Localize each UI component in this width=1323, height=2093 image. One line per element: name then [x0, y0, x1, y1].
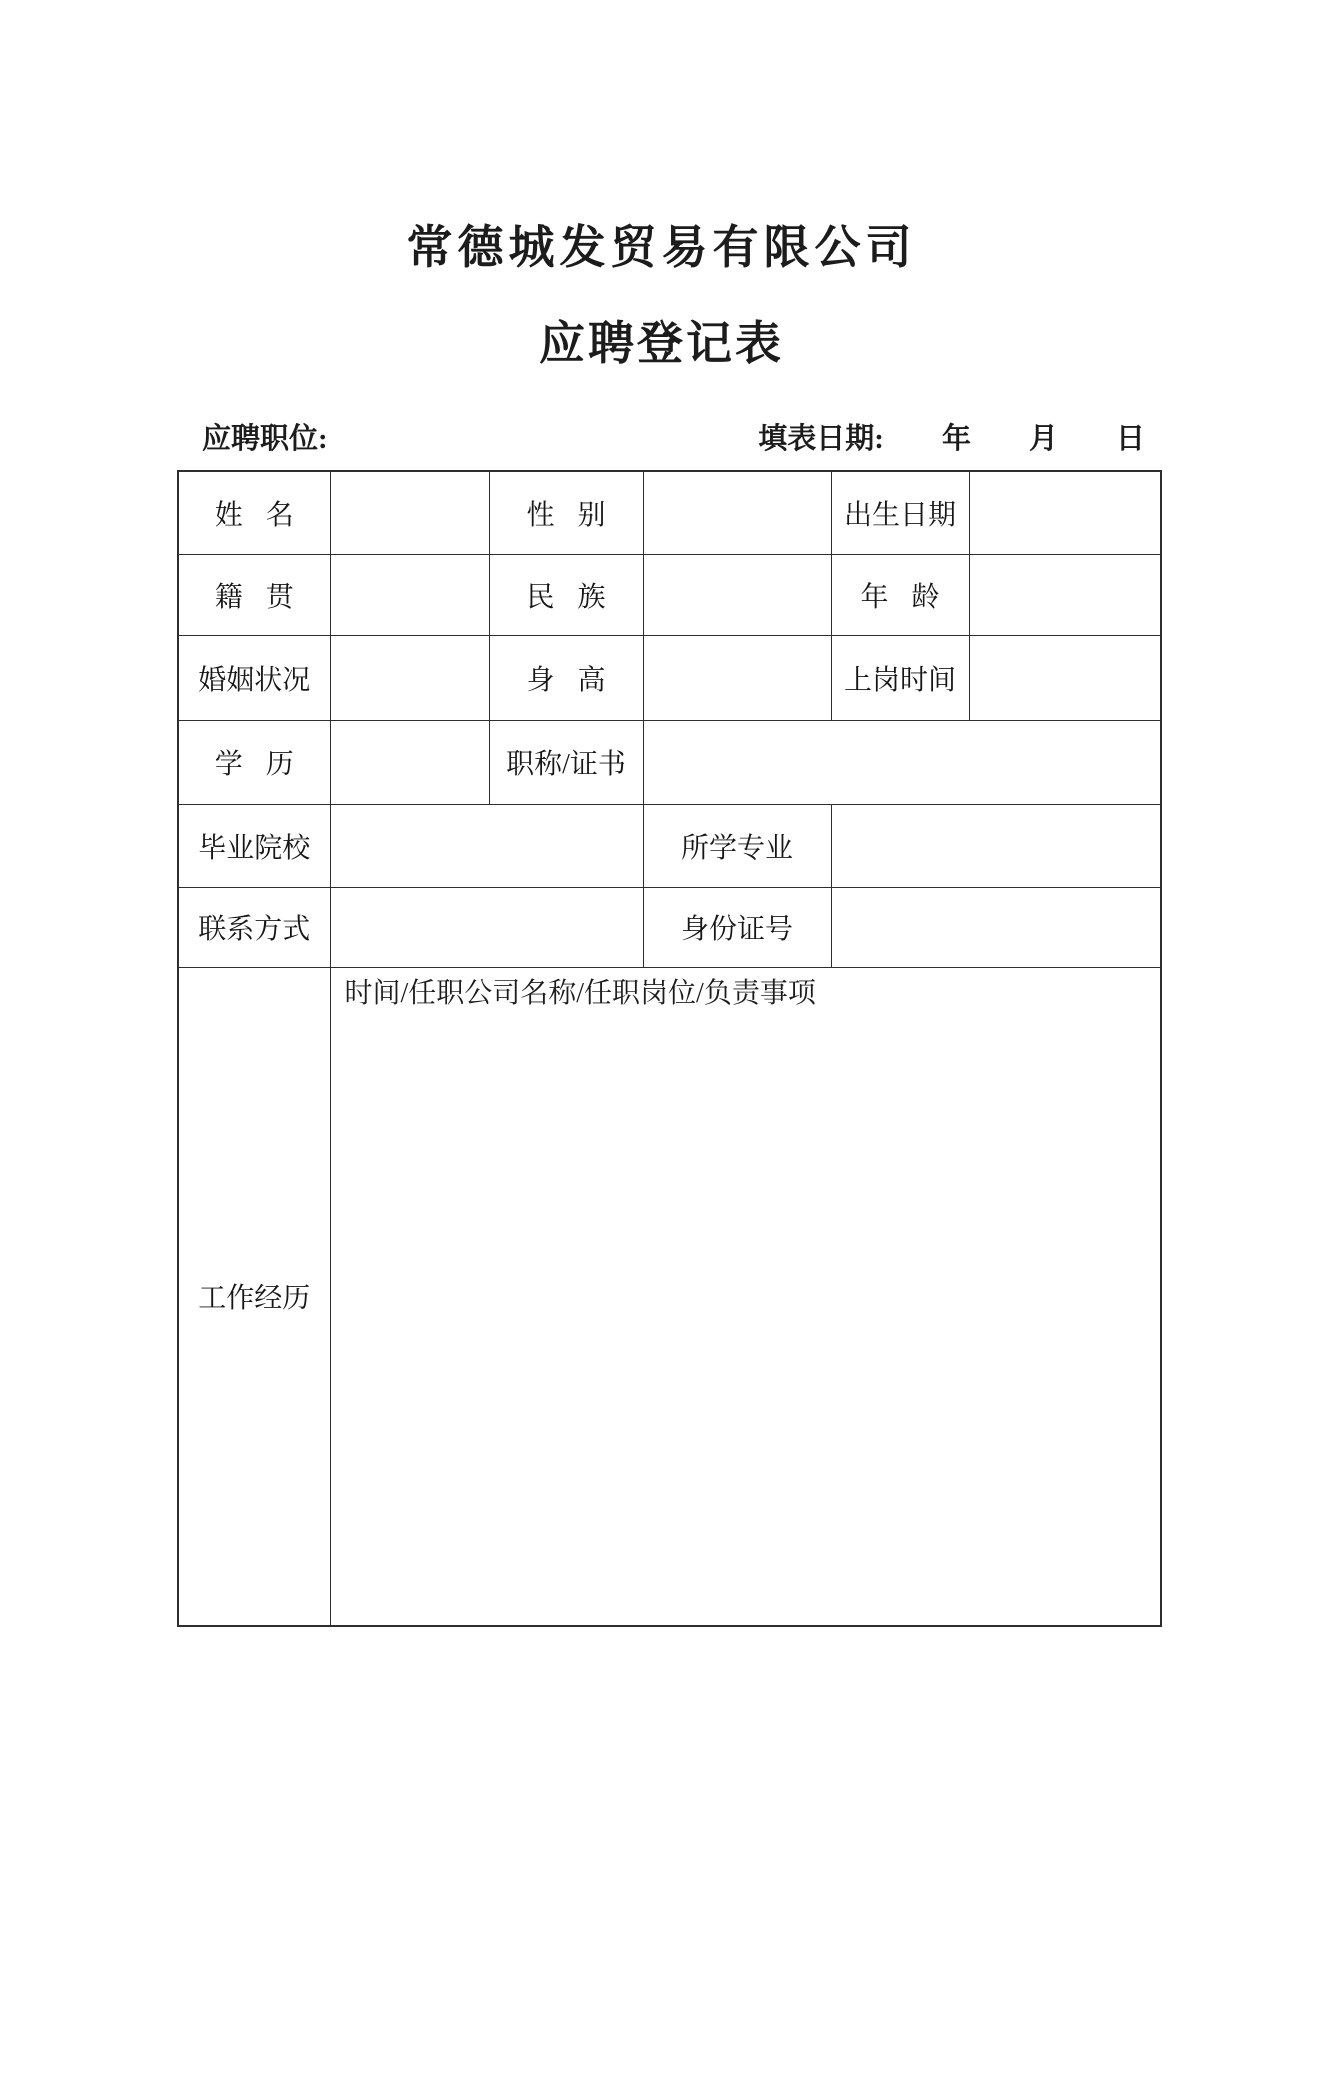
- native-place-label: 籍 贯: [178, 554, 330, 635]
- form-title: 应聘登记表: [539, 318, 784, 369]
- fill-date-group: [758, 418, 1145, 460]
- table-row-contact: [178, 887, 1161, 967]
- start-time-label: 上岗时间: [831, 635, 969, 720]
- title-certificate-input-cell[interactable]: [643, 720, 1161, 804]
- age-label: 年 龄: [831, 554, 969, 635]
- ethnicity-label: 民 族: [489, 554, 643, 635]
- month-label: 月: [1028, 423, 1058, 455]
- ethnicity-input-cell[interactable]: [643, 554, 831, 635]
- contact-input-cell[interactable]: [330, 887, 643, 967]
- title-certificate-label: 职称/证书: [489, 720, 643, 804]
- age-input-cell[interactable]: [969, 554, 1161, 635]
- graduate-school-input-cell[interactable]: [330, 804, 643, 887]
- birthdate-input-cell[interactable]: [969, 471, 1161, 554]
- gender-input-cell[interactable]: [643, 471, 831, 554]
- graduate-school-label: 毕业院校: [178, 804, 330, 887]
- application-table: [177, 470, 1162, 1627]
- position-fill-area[interactable]: [328, 422, 558, 460]
- birthdate-label: 出生日期: [831, 471, 969, 554]
- work-experience-columns-hint: 时间/任职公司名称/任职岗位/负责事项: [344, 977, 816, 1009]
- id-number-label: 身份证号: [643, 887, 831, 967]
- table-row-education: [178, 720, 1161, 804]
- marital-status-input-cell[interactable]: [330, 635, 489, 720]
- day-label: 日: [1115, 423, 1145, 455]
- education-label: 学 历: [178, 720, 330, 804]
- table-row-basic2: [178, 554, 1161, 635]
- height-input-cell[interactable]: [643, 635, 831, 720]
- position-group: [202, 418, 558, 460]
- position-label: 应聘职位:: [202, 423, 328, 455]
- meta-row: [177, 418, 1160, 460]
- id-number-input-cell[interactable]: [831, 887, 1161, 967]
- native-place-input-cell[interactable]: [330, 554, 489, 635]
- gender-label: 性 别: [489, 471, 643, 554]
- fill-date-label: 填表日期:: [758, 423, 884, 455]
- table-row-school: [178, 804, 1161, 887]
- major-label: 所学专业: [643, 804, 831, 887]
- start-time-input-cell[interactable]: [969, 635, 1161, 720]
- name-input-cell[interactable]: [330, 471, 489, 554]
- work-experience-label: 工作经历: [178, 967, 330, 1626]
- work-experience-input-cell[interactable]: [330, 967, 1161, 1626]
- table-row-basic1: [178, 471, 1161, 554]
- company-title: 常德城发贸易有限公司: [406, 222, 917, 273]
- year-label: 年: [941, 423, 971, 455]
- table-row-work-experience: [178, 967, 1161, 1626]
- application-form-page: [0, 222, 1323, 1627]
- education-input-cell[interactable]: [330, 720, 489, 804]
- contact-label: 联系方式: [178, 887, 330, 967]
- height-label: 身 高: [489, 635, 643, 720]
- major-input-cell[interactable]: [831, 804, 1161, 887]
- marital-status-label: 婚姻状况: [178, 635, 330, 720]
- table-row-basic3: [178, 635, 1161, 720]
- name-label: 姓 名: [178, 471, 330, 554]
